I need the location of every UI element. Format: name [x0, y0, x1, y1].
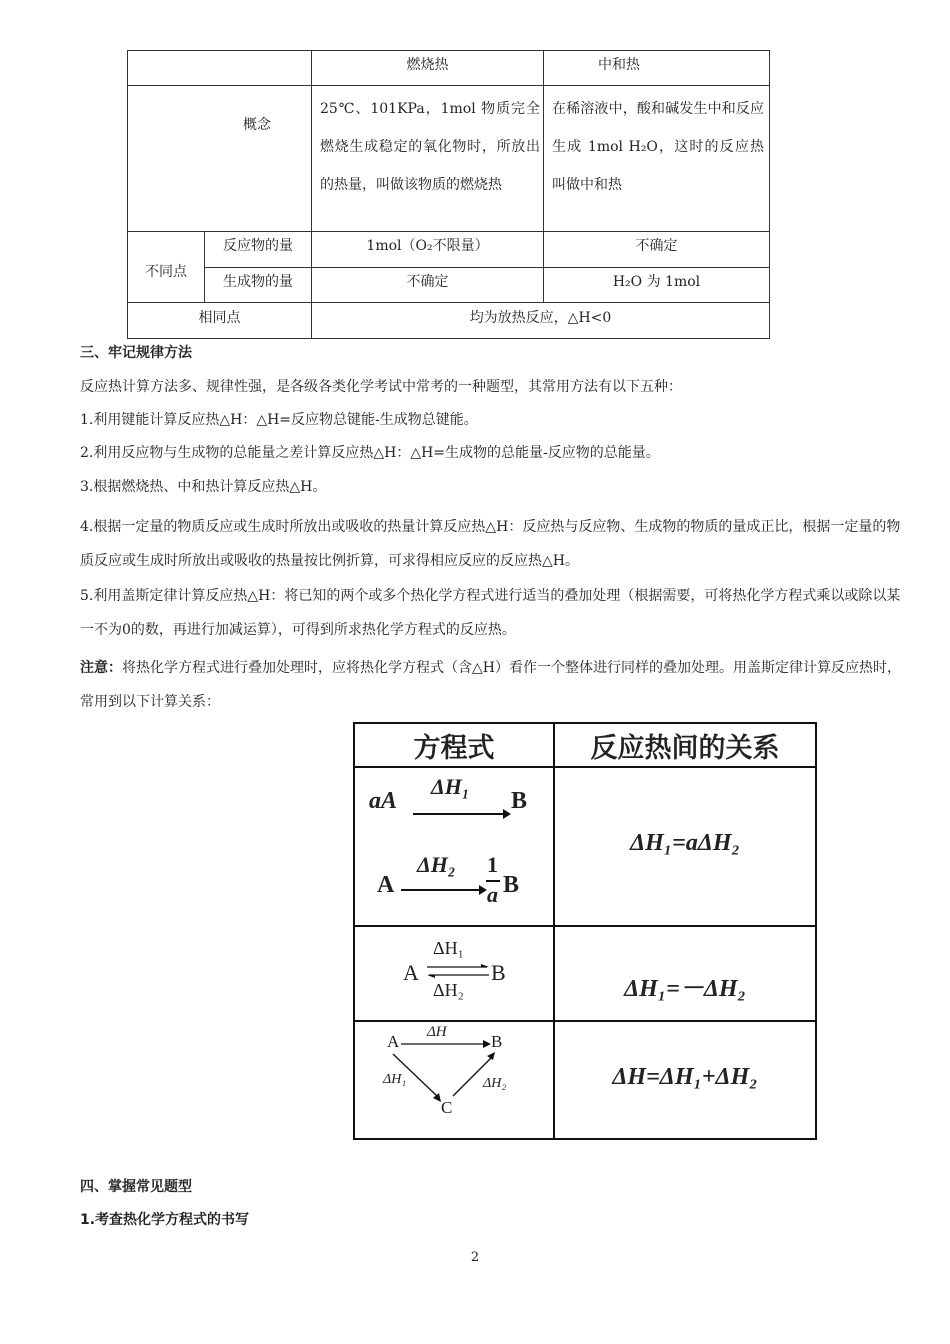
row3-right-label: ΔH₂	[483, 1076, 507, 1091]
method-item-3: 3.根据燃烧热、中和热计算反应热△H。	[80, 479, 327, 495]
diff-label: 不同点	[145, 264, 187, 280]
hess-law-figure	[353, 722, 817, 1140]
row1-relation: ΔH₁=aΔH₂	[630, 830, 740, 856]
concept-combustion: 25℃、101KPa，1mol 物质完全燃烧生成稳定的氧化物时，所放出的热量，叫做该物质的燃烧热	[320, 101, 540, 193]
row1-eq2-left: A	[377, 872, 395, 898]
method-item-5: 5.利用盖斯定律计算反应热△H：将已知的两个或多个热化学方程式进行适当的叠加处理（根据需要，可将热化学方程式乘以或除以某一不为0的数，再进行加减运算），可得到所求热化学方程式的反应热。	[80, 588, 901, 638]
row2-bottom-label: ΔH₂	[433, 980, 464, 1000]
row2-top-label: ΔH₁	[433, 938, 464, 958]
row1-eq1-arrow-label: ΔH₁	[431, 774, 470, 799]
row1-eq1-arrow-icon	[413, 808, 511, 820]
row1-eq1-right: B	[511, 788, 528, 814]
row3-left-label: ΔH₁	[383, 1072, 407, 1087]
concept-label: 概念	[243, 117, 271, 133]
section4-title: 四、掌握常见题型	[80, 1179, 192, 1195]
row2-left: A	[403, 960, 419, 985]
product-label: 生成物的量	[223, 274, 293, 290]
section3-intro: 反应热计算方法多、规律性强，是各级各类化学考试中常考的一种题型，其常用方法有以下五种：	[80, 379, 682, 395]
reactant-neutralization: 不确定	[635, 238, 678, 254]
row1-eq2-arrow-label: ΔH₂	[417, 852, 456, 877]
same-value: 均为放热反应，△H<0	[469, 310, 612, 326]
figure-header-relation: 反应热间的关系	[590, 733, 780, 764]
note-label: 注意：	[80, 660, 122, 676]
row2-equilibrium-arrows-icon	[425, 964, 491, 978]
row3-triangle-arrows-icon	[383, 1034, 513, 1114]
row3-top-label: ΔH	[427, 1024, 447, 1040]
row1-eq1-left: aA	[369, 788, 398, 814]
note-paragraph	[80, 651, 908, 719]
section4-subtitle: 1.考查热化学方程式的书写	[80, 1212, 250, 1228]
section3-title: 三、牢记规律方法	[80, 345, 192, 361]
row1-eq2-numerator: 1	[487, 852, 498, 877]
reactant-combustion: 1mol（O₂不限量）	[366, 238, 489, 254]
row1-eq2-right: B	[503, 872, 520, 898]
same-label: 相同点	[198, 310, 241, 326]
product-combustion: 不确定	[406, 274, 449, 290]
row3-node-c: C	[441, 1098, 453, 1117]
figure-header-equation: 方程式	[413, 733, 495, 764]
row2-relation: ΔH₁=－ΔH₂	[624, 976, 746, 1002]
row3-relation: ΔH=ΔH₁+ΔH₂	[612, 1064, 758, 1090]
row3-node-a: A	[387, 1032, 400, 1051]
page-number: 2	[470, 1250, 480, 1265]
reactant-label: 反应物的量	[223, 238, 293, 254]
header-combustion: 燃烧热	[406, 57, 449, 73]
method-item-1: 1.利用键能计算反应热△H：△H=反应物总键能-生成物总键能。	[80, 412, 478, 428]
row1-eq2-denominator: a	[487, 882, 498, 907]
row1-eq2-arrow-icon	[401, 884, 487, 896]
method-item-2: 2.利用反应物与生成物的总能量之差计算反应热△H：△H=生成物的总能量-反应物的总能量。	[80, 445, 660, 461]
row2-right: B	[491, 960, 506, 985]
concept-neutralization: 在稀溶液中，酸和碱发生中和反应生成 1mol H₂O，这时的反应热叫做中和热	[552, 101, 764, 193]
method-item-4: 4.根据一定量的物质反应或生成时所放出或吸收的热量计算反应热△H：反应热与反应物、生成物的物质的量成正比，根据一定量的物质反应或生成时所放出或吸收的热量按比例折算，可求得相应反应的反应热△H。	[80, 519, 901, 569]
product-neutralization: H₂O 为 1mol	[612, 274, 701, 290]
note-text: 将热化学方程式进行叠加处理时，应将热化学方程式（含△H）看作一个整体进行同样的叠加处理。用盖斯定律计算反应热时，常用到以下计算关系：	[80, 660, 901, 710]
row3-node-b: B	[491, 1032, 503, 1051]
header-neutralization: 中和热	[598, 57, 640, 73]
